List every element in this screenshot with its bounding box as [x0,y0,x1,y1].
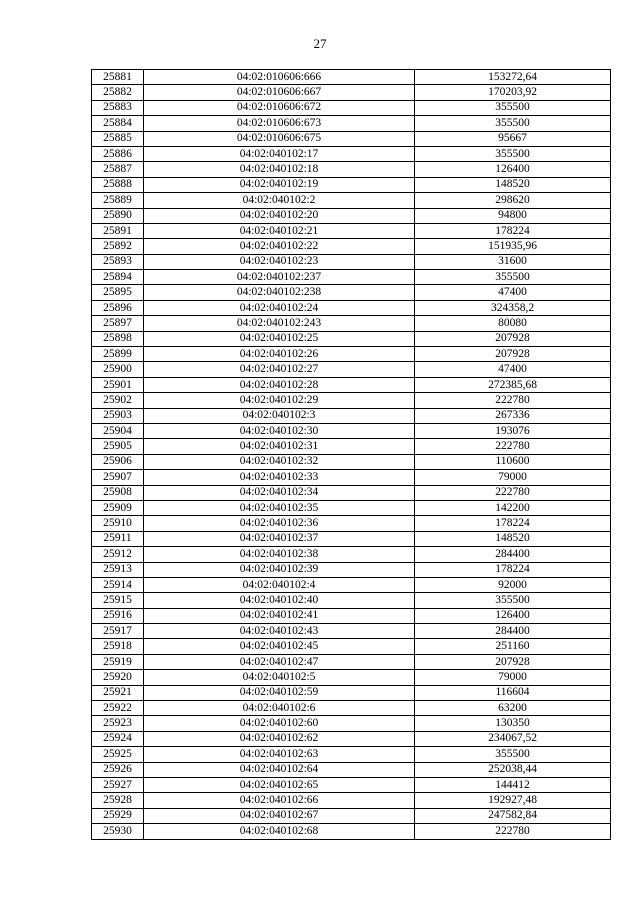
cadastral-number-cell: 04:02:040102:35 [144,500,415,515]
table-row [92,531,611,546]
table-row [92,639,611,654]
cadastral-number-cell: 04:02:040102:63 [144,747,415,762]
table-row [92,146,611,161]
value-cell: 193076 [415,423,611,438]
table-row [92,316,611,331]
cadastral-number-cell: 04:02:040102:20 [144,208,415,223]
table-row [92,562,611,577]
table-row [92,393,611,408]
value-cell: 247582,84 [415,808,611,823]
cadastral-number-cell: 04:02:040102:5 [144,670,415,685]
row-number-cell: 25910 [92,516,144,531]
table-row [92,777,611,792]
value-cell: 47400 [415,362,611,377]
row-number-cell: 25914 [92,577,144,592]
table-row [92,654,611,669]
row-number-cell: 25905 [92,439,144,454]
value-cell: 284400 [415,547,611,562]
cadastral-number-cell: 04:02:040102:45 [144,639,415,654]
table-row [92,223,611,238]
page-number: 27 [313,36,327,51]
value-cell: 222780 [415,824,611,839]
table-row [92,731,611,746]
table-row [92,577,611,592]
row-number-cell: 25893 [92,254,144,269]
value-cell: 192927,48 [415,793,611,808]
cadastral-number-cell: 04:02:040102:21 [144,223,415,238]
value-cell: 63200 [415,701,611,716]
row-number-cell: 25884 [92,116,144,131]
cadastral-number-cell: 04:02:040102:23 [144,254,415,269]
row-number-cell: 25886 [92,146,144,161]
row-number-cell: 25881 [92,70,144,85]
row-number-cell: 25915 [92,593,144,608]
row-number-cell: 25890 [92,208,144,223]
cadastral-number-cell: 04:02:040102:64 [144,762,415,777]
row-number-cell: 25907 [92,470,144,485]
row-number-cell: 25918 [92,639,144,654]
value-cell: 94800 [415,208,611,223]
value-cell: 355500 [415,747,611,762]
row-number-cell: 25900 [92,362,144,377]
row-number-cell: 25909 [92,500,144,515]
value-cell: 222780 [415,393,611,408]
cadastral-number-cell: 04:02:040102:238 [144,285,415,300]
cadastral-number-cell: 04:02:040102:6 [144,701,415,716]
cadastral-number-cell: 04:02:040102:28 [144,377,415,392]
row-number-cell: 25903 [92,408,144,423]
row-number-cell: 25892 [92,239,144,254]
table-row [92,808,611,823]
table-row [92,193,611,208]
row-number-cell: 25897 [92,316,144,331]
row-number-cell: 25896 [92,300,144,315]
table-row [92,285,611,300]
cadastral-number-cell: 04:02:040102:37 [144,531,415,546]
cadastral-number-cell: 04:02:010606:667 [144,85,415,100]
table-row [92,593,611,608]
row-number-cell: 25906 [92,454,144,469]
cadastral-number-cell: 04:02:040102:243 [144,316,415,331]
table-row [92,100,611,115]
row-number-cell: 25929 [92,808,144,823]
row-number-cell: 25923 [92,716,144,731]
table-row [92,608,611,623]
cadastral-number-cell: 04:02:040102:47 [144,654,415,669]
cadastral-number-cell: 04:02:040102:30 [144,423,415,438]
value-cell: 80080 [415,316,611,331]
value-cell: 151935,96 [415,239,611,254]
table-row [92,701,611,716]
row-number-cell: 25925 [92,747,144,762]
value-cell: 178224 [415,562,611,577]
row-number-cell: 25904 [92,423,144,438]
table-row [92,685,611,700]
table-row [92,85,611,100]
value-cell: 234067,52 [415,731,611,746]
table-row [92,347,611,362]
cadastral-number-cell: 04:02:040102:60 [144,716,415,731]
table-row [92,300,611,315]
cadastral-number-cell: 04:02:040102:38 [144,547,415,562]
table-row [92,162,611,177]
table-row [92,516,611,531]
cadastral-number-cell: 04:02:040102:31 [144,439,415,454]
row-number-cell: 25916 [92,608,144,623]
cadastral-number-cell: 04:02:040102:4 [144,577,415,592]
table-row [92,377,611,392]
table-row [92,131,611,146]
value-cell: 79000 [415,470,611,485]
row-number-cell: 25911 [92,531,144,546]
value-cell: 355500 [415,146,611,161]
cadastral-number-cell: 04:02:010606:666 [144,70,415,85]
table-row [92,439,611,454]
value-cell: 144412 [415,777,611,792]
table-row [92,454,611,469]
cadastral-number-cell: 04:02:040102:43 [144,624,415,639]
row-number-cell: 25913 [92,562,144,577]
cadastral-number-cell: 04:02:040102:27 [144,362,415,377]
cadastral-number-cell: 04:02:040102:32 [144,454,415,469]
table-row [92,824,611,839]
cadastral-number-cell: 04:02:040102:62 [144,731,415,746]
cadastral-number-cell: 04:02:040102:22 [144,239,415,254]
table-row [92,793,611,808]
row-number-cell: 25894 [92,270,144,285]
cadastral-number-cell: 04:02:040102:29 [144,393,415,408]
row-number-cell: 25919 [92,654,144,669]
cadastral-number-cell: 04:02:040102:33 [144,470,415,485]
value-cell: 252038,44 [415,762,611,777]
table-body [92,70,611,840]
row-number-cell: 25920 [92,670,144,685]
table-row [92,362,611,377]
row-number-cell: 25889 [92,193,144,208]
table-row [92,624,611,639]
value-cell: 126400 [415,162,611,177]
row-number-cell: 25930 [92,824,144,839]
row-number-cell: 25882 [92,85,144,100]
cadastral-number-cell: 04:02:040102:26 [144,347,415,362]
table-row [92,208,611,223]
cadastral-number-cell: 04:02:040102:41 [144,608,415,623]
row-number-cell: 25917 [92,624,144,639]
cadastral-number-cell: 04:02:040102:2 [144,193,415,208]
value-cell: 142200 [415,500,611,515]
value-cell: 178224 [415,223,611,238]
value-cell: 284400 [415,624,611,639]
cadastral-number-cell: 04:02:040102:68 [144,824,415,839]
row-number-cell: 25908 [92,485,144,500]
cadastral-number-cell: 04:02:040102:65 [144,777,415,792]
cadastral-number-cell: 04:02:010606:675 [144,131,415,146]
cadastral-number-cell: 04:02:040102:34 [144,485,415,500]
table-row [92,485,611,500]
row-number-cell: 25922 [92,701,144,716]
cadastral-number-cell: 04:02:040102:67 [144,808,415,823]
cadastral-number-cell: 04:02:040102:19 [144,177,415,192]
table-row [92,408,611,423]
table-row [92,270,611,285]
cadastral-number-cell: 04:02:040102:237 [144,270,415,285]
cadastral-number-cell: 04:02:040102:24 [144,300,415,315]
value-cell: 207928 [415,347,611,362]
table-row [92,239,611,254]
row-number-cell: 25887 [92,162,144,177]
table-row [92,762,611,777]
table-row [92,331,611,346]
value-cell: 355500 [415,116,611,131]
table-row [92,116,611,131]
value-cell: 267336 [415,408,611,423]
value-cell: 222780 [415,439,611,454]
value-cell: 298620 [415,193,611,208]
value-cell: 355500 [415,593,611,608]
row-number-cell: 25888 [92,177,144,192]
table-row [92,423,611,438]
row-number-cell: 25927 [92,777,144,792]
cadastral-number-cell: 04:02:040102:17 [144,146,415,161]
value-cell: 79000 [415,670,611,685]
value-cell: 47400 [415,285,611,300]
row-number-cell: 25883 [92,100,144,115]
value-cell: 92000 [415,577,611,592]
cadastral-number-cell: 04:02:010606:672 [144,100,415,115]
value-cell: 170203,92 [415,85,611,100]
row-number-cell: 25924 [92,731,144,746]
cadastral-number-cell: 04:02:040102:36 [144,516,415,531]
table-row [92,254,611,269]
row-number-cell: 25895 [92,285,144,300]
row-number-cell: 25902 [92,393,144,408]
cadastral-number-cell: 04:02:040102:25 [144,331,415,346]
table-row [92,70,611,85]
cadastral-number-cell: 04:02:040102:40 [144,593,415,608]
value-cell: 95667 [415,131,611,146]
value-cell: 148520 [415,531,611,546]
cadastral-number-cell: 04:02:040102:59 [144,685,415,700]
table-row [92,670,611,685]
value-cell: 130350 [415,716,611,731]
row-number-cell: 25921 [92,685,144,700]
value-cell: 207928 [415,331,611,346]
table-row [92,470,611,485]
value-cell: 207928 [415,654,611,669]
data-table [91,69,611,840]
value-cell: 126400 [415,608,611,623]
value-cell: 251160 [415,639,611,654]
table-row [92,747,611,762]
row-number-cell: 25885 [92,131,144,146]
value-cell: 31600 [415,254,611,269]
row-number-cell: 25912 [92,547,144,562]
table-row [92,547,611,562]
table-row [92,716,611,731]
table-row [92,500,611,515]
cadastral-number-cell: 04:02:010606:673 [144,116,415,131]
cadastral-number-cell: 04:02:040102:3 [144,408,415,423]
value-cell: 153272,64 [415,70,611,85]
value-cell: 272385,68 [415,377,611,392]
value-cell: 222780 [415,485,611,500]
cadastral-number-cell: 04:02:040102:39 [144,562,415,577]
row-number-cell: 25926 [92,762,144,777]
row-number-cell: 25899 [92,347,144,362]
cadastral-number-cell: 04:02:040102:66 [144,793,415,808]
row-number-cell: 25891 [92,223,144,238]
row-number-cell: 25928 [92,793,144,808]
row-number-cell: 25901 [92,377,144,392]
value-cell: 116604 [415,685,611,700]
cadastral-number-cell: 04:02:040102:18 [144,162,415,177]
value-cell: 355500 [415,100,611,115]
table-row [92,177,611,192]
value-cell: 148520 [415,177,611,192]
row-number-cell: 25898 [92,331,144,346]
value-cell: 324358,2 [415,300,611,315]
value-cell: 355500 [415,270,611,285]
value-cell: 110600 [415,454,611,469]
value-cell: 178224 [415,516,611,531]
